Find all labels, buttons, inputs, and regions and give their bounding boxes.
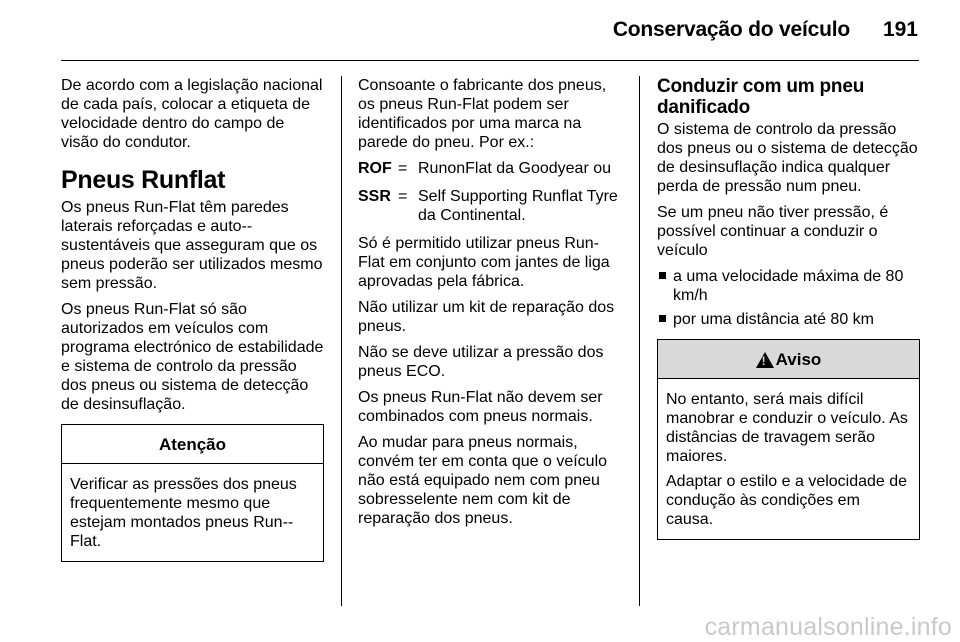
list-item-text: por uma distância até 80 km xyxy=(673,311,874,328)
runflat-heading: Pneus Runflat xyxy=(61,166,226,194)
marking-paragraph: Consoante o fabricante dos pneus, os pneus Run-Flat podem ser identificados por uma marca na parede do pneu. Por ex.: xyxy=(358,77,607,151)
definition-text: RunonFlat da Goodyear ou xyxy=(418,160,612,177)
list-item xyxy=(657,310,920,329)
warning-title: Aviso xyxy=(775,349,822,369)
header-rule xyxy=(61,60,919,61)
attention-text: Verificar as pressões dos pneus frequentemente mesmo que estejam montados pneus Run--Flat. xyxy=(70,476,297,550)
definition-equals: = xyxy=(398,188,408,205)
warning-paragraph-1: No entanto, será mais difícil manobrar e conduzir o veículo. As distâncias de travagem serão maiores. xyxy=(666,391,908,465)
warning-header xyxy=(658,340,919,379)
paragraph-no-mix: Os pneus Run-Flat não devem ser combinados com pneus normais. xyxy=(358,389,603,425)
paragraph-normal-tyres: Ao mudar para pneus normais, convém ter em conta que o veículo não está equipado nem com pneu sobresselente nem com kit de reparação dos pneus. xyxy=(358,434,608,527)
column-divider-1 xyxy=(341,76,342,606)
paragraph-rims: Só é permitido utilizar pneus Run-Flat em conjunto com jantes de liga aprovadas pela fábrica. xyxy=(358,235,610,290)
limits-list xyxy=(657,267,920,329)
warning-paragraph-2: Adaptar o estilo e a velocidade de condução às condições em causa. xyxy=(666,473,908,528)
page-number: 191 xyxy=(882,18,918,41)
damaged-tyre-paragraph-2: Se um pneu não tiver pressão, é possível continuar a conduzir o veículo xyxy=(657,204,889,259)
watermark: carmanualsonline.info xyxy=(704,613,952,641)
bullet-icon xyxy=(659,315,666,322)
warning-triangle-icon xyxy=(756,352,774,368)
intro-paragraph: De acordo com a legislação nacional de cada país, colocar a etiqueta de velocidade dentro do campo de visão do condutor. xyxy=(61,77,323,151)
column-1 xyxy=(61,76,324,562)
damaged-tyre-paragraph-1: O sistema de controlo da pressão dos pneus ou o sistema de detecção de desinsuflação indica qualquer perda de pressão num pneu. xyxy=(657,121,918,195)
paragraph-eco-pressure: Não se deve utilizar a pressão dos pneus ECO. xyxy=(358,344,604,380)
attention-title: Atenção xyxy=(62,425,323,464)
column-3 xyxy=(657,76,920,540)
list-item xyxy=(657,267,920,305)
definition-rof xyxy=(358,159,623,178)
paragraph-repair-kit: Não utilizar um kit de reparação dos pneus. xyxy=(358,299,615,335)
runflat-paragraph-1: Os pneus Run-Flat têm paredes laterais reforçadas e auto--sustentáveis que asseguram que os pneus poderão ser utilizados mesmo sem pressão. xyxy=(61,199,323,292)
definition-term: SSR xyxy=(358,188,391,205)
attention-box xyxy=(61,424,324,562)
column-divider-2 xyxy=(639,76,640,606)
list-item-text: a uma velocidade máxima de 80 km/h xyxy=(673,268,904,304)
definition-equals: = xyxy=(398,160,408,177)
bullet-icon xyxy=(659,272,666,279)
definition-text: Self Supporting Runflat Tyre da Continental. xyxy=(418,188,618,224)
runflat-paragraph-2: Os pneus Run-Flat só são autorizados em veículos com programa electrónico de estabilidade e sistema de controlo da pressão dos pneus ou sistema de detecção de desinsuflação. xyxy=(61,301,324,413)
page-header xyxy=(0,0,960,60)
warning-box xyxy=(657,339,920,540)
definition-term: ROF xyxy=(358,160,392,177)
section-title: Conservação do veículo xyxy=(612,18,850,41)
definition-ssr xyxy=(358,187,623,225)
damaged-tyre-heading: Conduzir com um pneu danificado xyxy=(657,76,865,118)
column-2 xyxy=(358,76,623,535)
